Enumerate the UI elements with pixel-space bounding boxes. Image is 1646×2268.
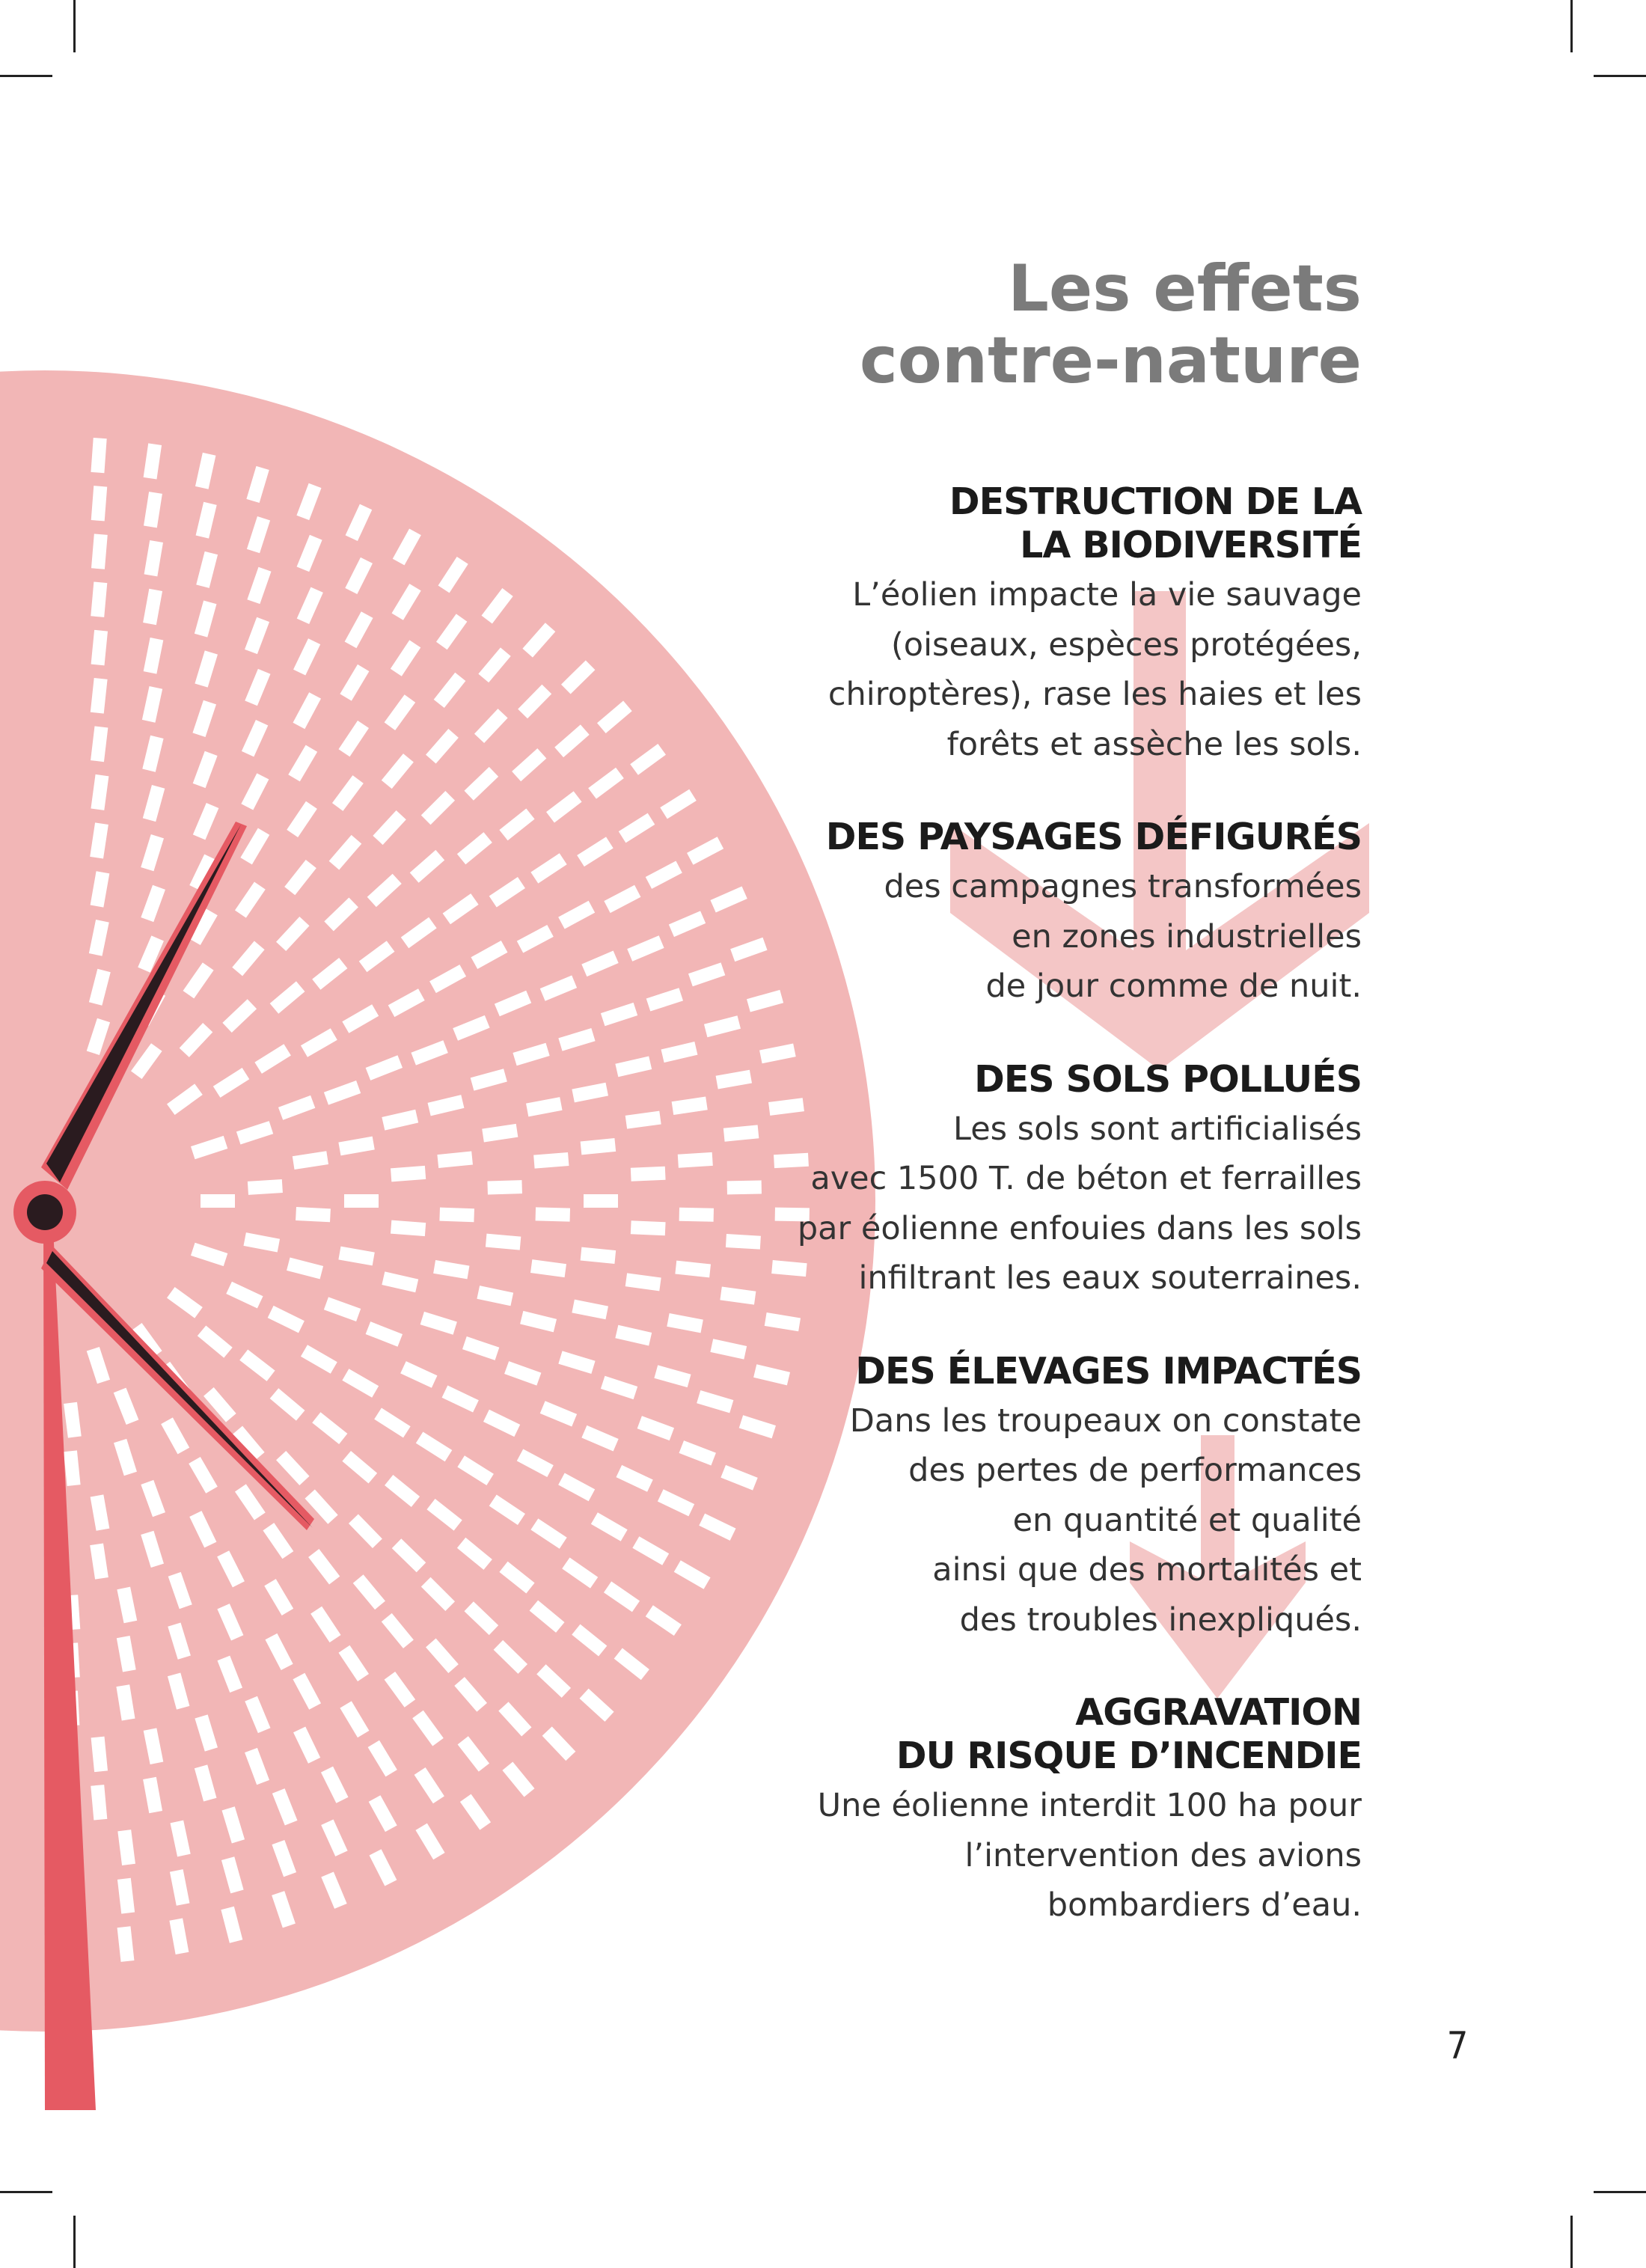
page-title-line-2: contre-nature [859,323,1362,398]
crop-mark [0,2191,52,2193]
crop-mark [0,75,52,77]
section-body: Les sols sont artificialisés avec 1500 T. de béton et ferrailles par éolienne enfouies dans les sols infiltrant les eaux souterraines. [797,1110,1362,1297]
section-biodiversity [733,480,1362,769]
page-title [733,253,1362,397]
section-polluted-soils [733,1058,1362,1303]
section-heading: DES SOLS POLLUÉS [974,1057,1362,1101]
section-body: L’éolien impacte la vie sauvage (oiseaux, espèces protégées, chiroptères), rase les haies et les forêts et assèche les sols. [827,576,1362,763]
section-fire-risk [733,1691,1362,1931]
section-heading: DESTRUCTION DE LA LA BIODIVERSITÉ [949,480,1362,566]
section-heading: AGGRAVATION DU RISQUE D’INCENDIE [896,1691,1362,1777]
page-title-line-1: Les effets [1008,251,1362,326]
crop-mark [1570,2216,1573,2268]
crop-mark [1594,2191,1646,2193]
article-column [733,253,1362,1931]
section-landscapes [733,816,1362,1012]
crop-mark [1594,75,1646,77]
crop-mark [1570,0,1573,52]
section-livestock [733,1350,1362,1645]
section-heading: DES ÉLEVAGES IMPACTÉS [855,1349,1362,1393]
crop-mark [73,2216,76,2268]
crop-mark [73,0,76,52]
section-body: Dans les troupeaux on constate des pertes de performances en quantité et qualité ainsi que des mortalités et des troubles inexpliqués. [849,1402,1362,1639]
section-body: des campagnes transformées en zones industrielles de jour comme de nuit. [884,868,1362,1005]
page-number: 7 [1446,2024,1469,2067]
section-heading: DES PAYSAGES DÉFIGURÉS [825,816,1362,858]
section-body: Une éolienne interdit 100 ha pour l’intervention des avions bombardiers d’eau. [817,1787,1362,1924]
turbine-hub-center [27,1194,63,1230]
